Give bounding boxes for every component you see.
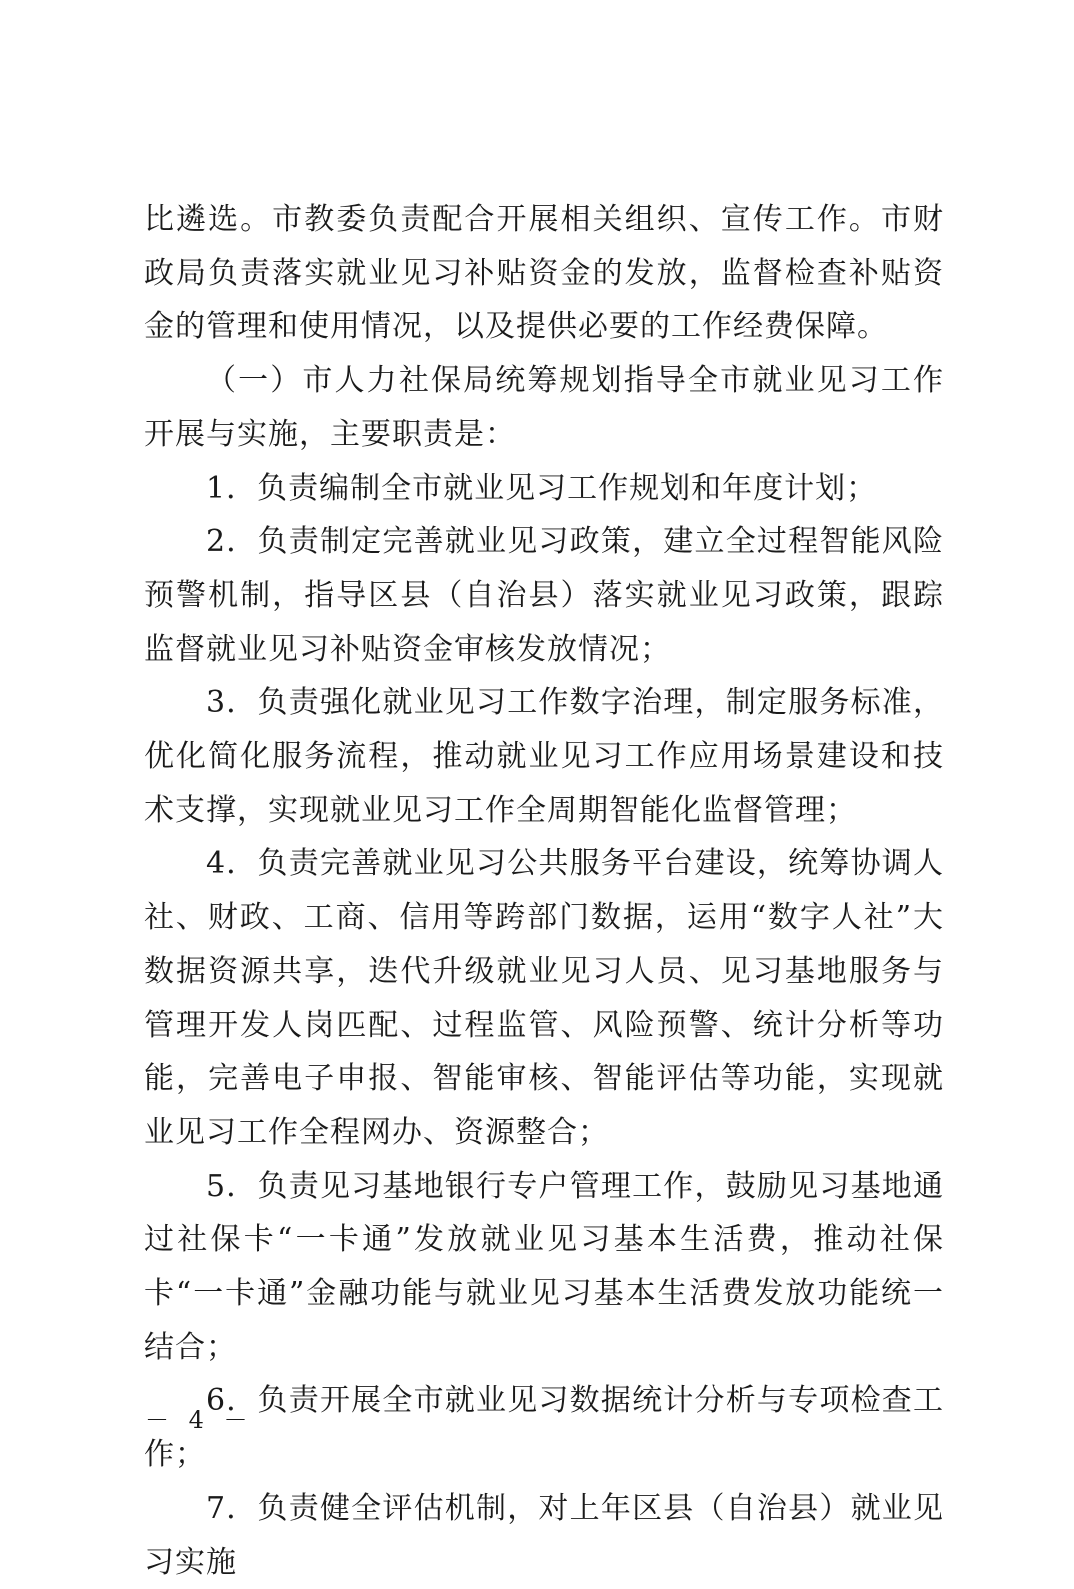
paragraph-item-4: 4．负责完善就业见习公共服务平台建设，统筹协调人社、财政、工商、信用等跨部门数据，运用“数字人社”大数据资源共享，迭代升级就业见习人员、见习基地服务与管理开发人岗匹配、过程监管、风险预警、统计分析等功能，完善电子申报、智能审核、智能评估等功能，实现就业见习工作全程网办、资源整合；	[144, 846, 944, 1150]
document-body	[144, 193, 944, 1589]
paragraph-item-6: 6．负责开展全市就业见习数据统计分析与专项检查工作；	[144, 1383, 944, 1473]
paragraph-item-1: 1．负责编制全市就业见习工作规划和年度计划；	[206, 470, 878, 506]
paragraph-item-3: 3．负责强化就业见习工作数字治理，制定服务标准，优化简化服务流程，推动就业见习工作应用场景建设和技术支撑，实现就业见习工作全周期智能化监督管理；	[144, 685, 944, 828]
paragraph-item-7: 7．负责健全评估机制，对上年区县（自治县）就业见习实施	[144, 1490, 944, 1580]
paragraph-continuation: 比遴选。市教委负责配合开展相关组织、宣传工作。市财政局负责落实就业见习补贴资金的发放，监督检查补贴资金的管理和使用情况，以及提供必要的工作经费保障。	[144, 202, 944, 345]
paragraph-section-heading: （一）市人力社保局统筹规划指导全市就业见习工作开展与实施，主要职责是：	[144, 363, 944, 452]
paragraph-item-5: 5．负责见习基地银行专户管理工作，鼓励见习基地通过社保卡“一卡通”发放就业见习基本生活费，推动社保卡“一卡通”金融功能与就业见习基本生活费发放功能统一结合；	[144, 1168, 944, 1365]
page-number: － 4 －	[145, 1406, 254, 1434]
paragraph-item-2: 2．负责制定完善就业见习政策，建立全过程智能风险预警机制，指导区县（自治县）落实就业见习政策，跟踪监督就业见习补贴资金审核发放情况；	[144, 524, 944, 667]
